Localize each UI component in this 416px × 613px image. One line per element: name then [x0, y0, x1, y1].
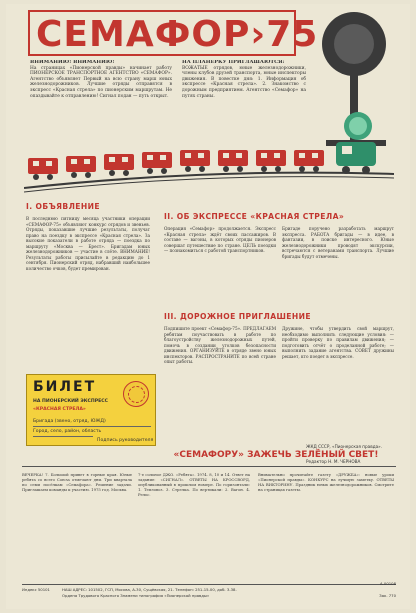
article-column-express-1: Операция «Семафор» продолжается. Экспресс «Красная стрела» ждёт своих пассажиров. В составе — вагоны, в которых отряды пионеров совершат путешествие по стране. ЦЕЛЬ поездки — познакомиться с работой транспортников. — [164, 226, 276, 253]
intro-left-text: На страницах «Пионерской правды» начинает работу ПИОНЕРСКОЕ ТРАНСПОРТНОЕ АГЕНТСТВО «СЕМАФОР». Агентство объявляет Первый на всю страну марш юных железнодорожников. Лучшие отряды отправятся в экспресс «Красная стрела» по пионерским маршрутам. Не опаздывайте к отправлению! Сигнал подан — путь открыт. — [30, 65, 172, 99]
article-column-express-2: Бригаде поручено разработать маршрут экспресса. РАБОТА бригады — в идее, в фантазии, в поиске интересного. Юные железнодорожники проводят экскурсии, встречаются с ветеранами транспорта. Лучшие бригады будут отмечены. — [282, 226, 394, 259]
bottom-column-1: ВЕЧЕРКА! 7. Большой привет в горные края. Юные ребята со всего Союза отмечают дни. Три квартала по семи посёлкам «Семафора». Решение задачи. Приглашаем команды к участию. 1975 год. Москва. — [22, 472, 132, 492]
footer-printer: Ордена Трудового Красного Знамени типография «Пионерской правды» — [62, 593, 210, 598]
article-column-invitation-1: Подпишите проект «Семафор-75». ПРЕДЛАГАЕМ ребятам поучаствовать в работе по благоустройству железнодорожных путей, помочь в создании уголков безопасности движения. ОРГАНИЗУЙТЕ в отряде звено юных инспекторов. РАСПРОСТРАНИТЕ по всей стране опыт работы. — [164, 326, 276, 364]
intro-left-heading: ВНИМАНИЮ! ВНИМАНИЮ! — [30, 60, 115, 65]
editor-credit: Редактор Н. М. ЧЕРНОВА — [306, 459, 361, 464]
stamp-icon — [123, 381, 149, 407]
article-signature: ЖКД СССР, «Пионерская правда». — [306, 444, 383, 449]
ticket-line-train-name: «КРАСНАЯ СТРЕЛА» — [33, 407, 86, 412]
intro-right-heading: НА ПЛАНЕРКУ ПРИГЛАШАЮТСЯ: — [182, 60, 285, 65]
footer-index: Индекс 50101 — [22, 587, 50, 592]
ticket-field-brigade-label: Бригада (звено, отряд, ЮЖД) — [33, 419, 106, 424]
bottom-column-2: 7-е сольное ДЖО. «Ребята». 1974. 8, 10 и 14. Ответ на задание: «СИГНАЛ». ОТВЕТЫ НА КРОССВОРД, опубликованный в прошлом номере. По горизонтали: 1. Тепловоз. 3. Стрелка. По вертикали: 2. Вагон. 4. Рельс. — [138, 472, 250, 497]
ticket-field-signature-label: Подпись руководителя — [97, 438, 154, 443]
newspaper-page — [6, 4, 410, 609]
divider — [22, 584, 396, 585]
divider — [22, 466, 396, 467]
ticket-coupon — [26, 374, 156, 446]
slogan-banner: «СЕМАФОРУ» ЗАЖЕЧЬ ЗЕЛЁНЫЙ СВЕТ! — [173, 450, 379, 460]
article-column-announcement: В последнюю пятницу месяца участники операции «СЕМАФОР-75» объявляют конкурс отрядов и звеньев. Отряды, показавшие лучшие результаты, получат право на поездку в экспрессе «Красная стрела». За высокие показатели в работе отряда — поездка по маршруту «Москва — Брест». Бригадам юных железнодорожников — участие в слёте. ВНИМАНИЕ! Результаты работы присылайте в редакцию до 1 сентября. Пионерский отряд, набравший наибольшее количество очков, будет премирован. — [26, 216, 150, 271]
masthead-title: СЕМАФОР›75 — [36, 14, 319, 55]
train-illustration — [24, 134, 394, 196]
footer-order-number: Зак. 770 — [379, 593, 396, 598]
intro-right-text: ВОЖАТЫЕ отрядов, юные железнодорожники, члены клубов друзей транспорта, юные инспекторы движения. В повестке дня: 1. Информация об экспрессе «Красная стрела». 2. Знакомство с дорожным предприятием. Агентство «Семафор» на путях страны. — [182, 65, 306, 99]
bottom-column-3: Внимательно прочитайте газету «ДРУЖБА»: новые уроки «Пионерской правды». КОНКУРС на лучшую заметку. ОТВЕТЫ НА ВИКТОРИНУ. Праздник юных железнодорожников. Смотрите на страницах газеты. — [258, 472, 394, 492]
ticket-title: БИЛЕТ — [33, 379, 97, 395]
masthead — [28, 10, 319, 56]
ticket-field-line — [33, 436, 93, 437]
ticket-line-express: НА ПИОНЕРСКИЙ ЭКСПРЕСС — [33, 399, 108, 404]
ticket-field-city-label: Город, село, район, область — [33, 429, 102, 434]
train-icon — [24, 134, 394, 196]
section-heading-invitation: III. ДОРОЖНОЕ ПРИГЛАШЕНИЕ — [164, 312, 311, 321]
section-heading-announcement: I. ОБЪЯВЛЕНИЕ — [26, 202, 100, 211]
article-column-invitation-2: Дружине, чтобы утвердить свой маршрут, необходимо выполнить следующие условия: — пройти проверку по правилам движения; — подготовить отчёт о проделанной работе; — выполнить задание агентства. СОВЕТ дружины решает, кто поедет в экспрессе. — [282, 326, 394, 359]
footer-issue-number: А-00108 — [379, 581, 396, 586]
ticket-field-line — [33, 426, 151, 427]
section-heading-express: II. ОБ ЭКСПРЕССЕ «КРАСНАЯ СТРЕЛА» — [164, 212, 345, 221]
footer-address: НАШ АДРЕС: 101502, ГСП, Москва, А-30, Сущёвская, 21. Телефон: 251-15-00, доб. 3-38. — [62, 587, 237, 592]
